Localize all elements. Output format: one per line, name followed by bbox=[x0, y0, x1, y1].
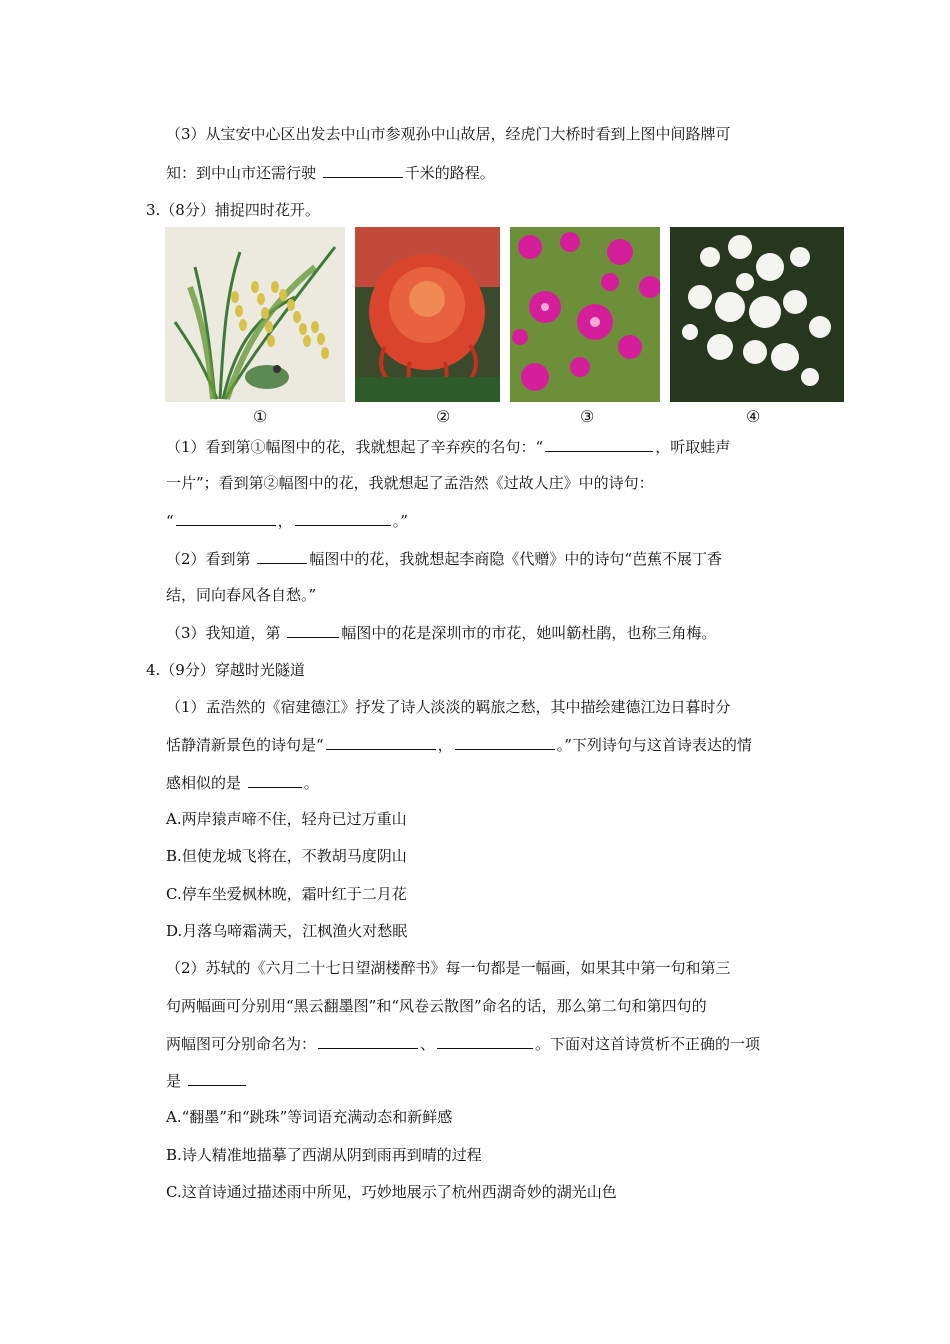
answer-blank[interactable] bbox=[455, 734, 555, 750]
text: 幅图中的花，我就想起李商隐《代赠》中的诗句“芭蕉不展丁香 bbox=[309, 550, 722, 568]
bougainvillea-image bbox=[510, 227, 660, 402]
question-3-part-2-line-1 bbox=[166, 548, 722, 569]
text: 是 bbox=[166, 1072, 182, 1090]
text: （2）看到第 bbox=[166, 550, 251, 568]
question-4-part-1-line-1: （1）孟浩然的《宿建德江》抒发了诗人淡淡的羁旅之愁，其中描绘建德江边日暮时分 bbox=[166, 698, 731, 716]
answer-blank[interactable] bbox=[287, 622, 339, 638]
text: 知：到中山市还需行驶 bbox=[166, 164, 317, 182]
question-4-heading: 4.（9分）穿越时光隧道 bbox=[146, 661, 305, 679]
option-2b[interactable]: B.诗人精准地描摹了西湖从阴到雨再到晴的过程 bbox=[166, 1146, 482, 1164]
text: （1）看到第①幅图中的花，我就想起了辛弃疾的名句：“ bbox=[166, 438, 544, 456]
option-c[interactable]: C.停车坐爱枫林晚，霜叶红于二月花 bbox=[166, 885, 407, 903]
question-2-part-3-line-2 bbox=[166, 162, 495, 183]
answer-blank[interactable] bbox=[545, 436, 653, 452]
text: ， bbox=[277, 512, 293, 530]
question-4-part-2-line-3 bbox=[166, 1033, 760, 1054]
question-4-part-2-line-1: （2）苏轼的《六月二十七日望湖楼醉书》每一句都是一幅画，如果其中第一句和第三 bbox=[166, 959, 731, 977]
answer-blank[interactable] bbox=[188, 1070, 246, 1086]
answer-blank[interactable] bbox=[176, 510, 276, 526]
question-3-part-1-line-1 bbox=[166, 436, 730, 457]
text: 。 bbox=[303, 774, 319, 792]
text: “ bbox=[166, 512, 174, 530]
text: 。下面对这首诗赏析不正确的一项 bbox=[535, 1035, 761, 1053]
text: 。” bbox=[392, 512, 408, 530]
option-a[interactable]: A.两岸猿声啼不住，轻舟已过万重山 bbox=[166, 810, 407, 828]
text: 两幅图可分别命名为： bbox=[166, 1035, 317, 1053]
image-caption-2: ② bbox=[436, 407, 451, 426]
text: ， bbox=[437, 736, 453, 754]
text: 。”下列诗句与这首诗表达的情 bbox=[556, 736, 752, 754]
question-2-part-3-line-1: （3）从宝安中心区出发去中山市参观孙中山故居，经虎门大桥时看到上图中间路牌可 bbox=[166, 125, 731, 143]
answer-blank[interactable] bbox=[437, 1033, 533, 1049]
image-caption-1: ① bbox=[253, 407, 268, 426]
question-4-part-2-line-4 bbox=[166, 1070, 248, 1091]
rice-plant-image bbox=[165, 227, 345, 402]
answer-blank[interactable] bbox=[323, 162, 403, 178]
text: （3）我知道，第 bbox=[166, 624, 281, 642]
text: ，听取蛙声 bbox=[655, 438, 731, 456]
text: 感相似的是 bbox=[166, 774, 242, 792]
answer-blank[interactable] bbox=[326, 734, 436, 750]
option-2c[interactable]: C.这首诗通过描述雨中所见，巧妙地展示了杭州西湖奇妙的湖光山色 bbox=[166, 1183, 617, 1201]
option-d[interactable]: D.月落乌啼霜满天，江枫渔火对愁眠 bbox=[166, 922, 408, 940]
question-3-part-3-line bbox=[166, 622, 716, 643]
question-4-part-1-line-2 bbox=[166, 734, 752, 755]
option-b[interactable]: B.但使龙城飞将在，不教胡马度阴山 bbox=[166, 847, 407, 865]
question-3-part-1-line-2: 一片”；看到第②幅图中的花，我就想起了孟浩然《过故人庄》中的诗句： bbox=[166, 474, 654, 492]
answer-blank[interactable] bbox=[295, 510, 391, 526]
text: 幅图中的花是深圳市的市花，她叫簕杜鹃，也称三角梅。 bbox=[341, 624, 717, 642]
option-2a[interactable]: A.“翻墨”和“跳珠”等词语充满动态和新鲜感 bbox=[166, 1108, 453, 1126]
text: 千米的路程。 bbox=[404, 164, 495, 182]
image-caption-3: ③ bbox=[580, 407, 595, 426]
question-4-part-2-line-2: 句两幅画可分别用“黑云翻墨图”和“风卷云散图”命名的话，那么第二句和第四句的 bbox=[166, 997, 707, 1015]
answer-blank[interactable] bbox=[248, 772, 302, 788]
question-3-heading: 3.（8分）捕捉四时花开。 bbox=[146, 201, 320, 219]
answer-blank[interactable] bbox=[318, 1033, 418, 1049]
lilac-image bbox=[670, 227, 844, 402]
text: 、 bbox=[420, 1035, 436, 1053]
image-caption-4: ④ bbox=[746, 407, 761, 426]
answer-blank[interactable] bbox=[257, 548, 307, 564]
question-4-part-1-line-3 bbox=[166, 772, 319, 793]
question-3-part-2-line-2: 结，同向春风各自愁。” bbox=[166, 586, 317, 604]
question-3-part-1-line-3 bbox=[166, 510, 408, 531]
chrysanthemum-image bbox=[355, 227, 500, 402]
text: 恬静清新景色的诗句是“ bbox=[166, 736, 324, 754]
